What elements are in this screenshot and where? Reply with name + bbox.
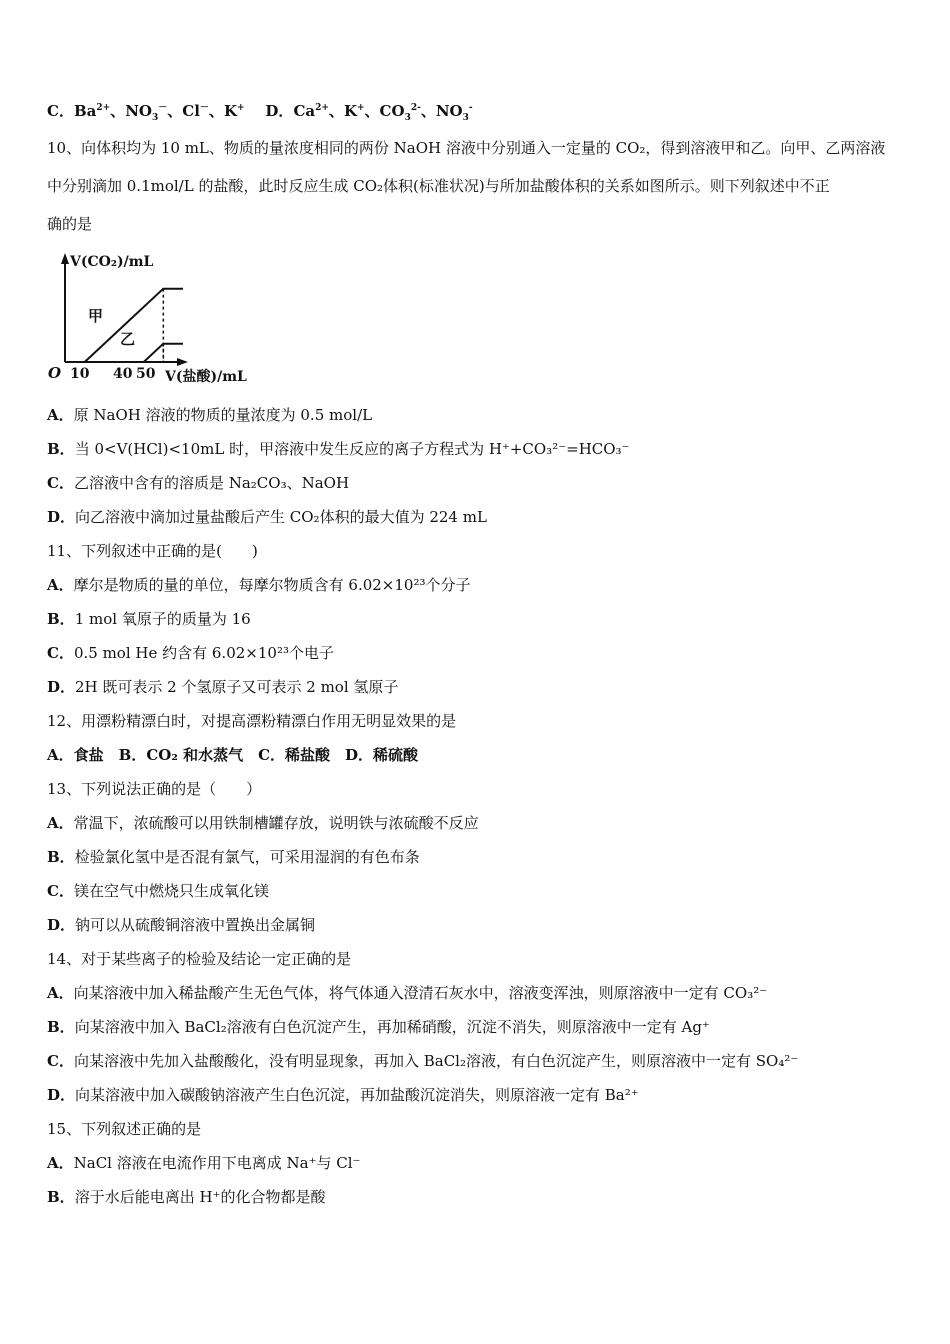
q15-option-a: A．NaCl 溶液在电流作用下电离成 Na⁺与 Cl⁻: [47, 1154, 361, 1172]
q13-option-b: B．检验氯化氢中是否混有氯气，可采用湿润的有色布条: [47, 848, 420, 866]
x-tick-label: 40: [113, 366, 133, 382]
q12-options: A．食盐 B．CO₂ 和水蒸气 C．稀盐酸 D．稀硫酸: [47, 746, 419, 764]
x-axis-label: V(盐酸)/mL: [165, 369, 247, 385]
q14-option-a: A．向某溶液中加入稀盐酸产生无色气体，将气体通入澄清石灰水中，溶液变浑浊，则原溶液中一定有 CO₃²⁻: [47, 984, 768, 1002]
co2-volume-graph: [40, 248, 260, 390]
q10-option-d: D．向乙溶液中滴加过量盐酸后产生 CO₂体积的最大值为 224 mL: [47, 508, 487, 526]
q13-option-c: C．镁在空气中燃烧只生成氧化镁: [47, 882, 269, 900]
q15-stem: 15、下列叙述正确的是: [47, 1120, 202, 1138]
q14-stem: 14、对于某些离子的检验及结论一定正确的是: [47, 950, 352, 968]
q13-stem: 13、下列说法正确的是（ ）: [47, 780, 262, 798]
q12-stem: 12、用漂粉精漂白时，对提高漂粉精漂白作用无明显效果的是: [47, 712, 457, 730]
x-axis-arrow: [177, 358, 188, 366]
x-tick-label: 10: [70, 366, 90, 382]
q10-option-a: A．原 NaOH 溶液的物质的量浓度为 0.5 mol/L: [47, 406, 373, 424]
q10-stem-line-3: 确的是: [47, 215, 93, 233]
series-line-jia: [65, 289, 183, 362]
q11-option-a: A．摩尔是物质的量的单位，每摩尔物质含有 6.02×10²³个分子: [47, 576, 471, 594]
q11-stem: 11、下列叙述中正确的是( ): [47, 542, 258, 560]
q10-option-b: B．当 0<V(HCl)<10mL 时，甲溶液中发生反应的离子方程式为 H⁺+CO₃²⁻=HCO₃⁻: [47, 440, 630, 458]
series-label-yi: 乙: [120, 330, 136, 348]
q14-option-b: B．向某溶液中加入 BaCl₂溶液有白色沉淀产生，再加稀硝酸，沉淀不消失，则原溶液中一定有 Ag⁺: [47, 1018, 710, 1036]
q13-option-d: D．钠可以从硫酸铜溶液中置换出金属铜: [47, 916, 316, 934]
q10-stem-line-2: 中分别滴加 0.1mol/L 的盐酸，此时反应生成 CO₂体积(标准状况)与所加盐酸体积的关系如图所示。则下列叙述中不正: [47, 177, 830, 195]
q10-stem-line-1: 10、向体积均为 10 mL、物质的量浓度相同的两份 NaOH 溶液中分别通入一定量的 CO₂，得到溶液甲和乙。向甲、乙两溶液: [47, 139, 886, 157]
q13-option-a: A．常温下，浓硫酸可以用铁制槽罐存放，说明铁与浓硫酸不反应: [47, 814, 479, 832]
x-tick-label: 50: [136, 366, 156, 382]
q10-option-c: C．乙溶液中含有的溶质是 Na₂CO₃、NaOH: [47, 474, 350, 492]
q11-option-d: D．2H 既可表示 2 个氢原子又可表示 2 mol 氢原子: [47, 678, 399, 696]
q14-option-c: C．向某溶液中先加入盐酸酸化，没有明显现象，再加入 BaCl₂溶液，有白色沉淀产生，则原溶液中一定有 SO₄²⁻: [47, 1052, 799, 1070]
q11-option-c: C．0.5 mol He 约含有 6.02×10²³个电子: [47, 644, 334, 662]
q14-option-d: D．向某溶液中加入碳酸钠溶液产生白色沉淀，再加盐酸沉淀消失，则原溶液一定有 Ba²⁺: [47, 1086, 639, 1104]
series-label-jia: 甲: [88, 307, 104, 325]
q11-option-b: B．1 mol 氧原子的质量为 16: [47, 610, 251, 628]
y-axis-label: V(CO₂)/mL: [70, 254, 154, 270]
origin-label: O: [48, 364, 62, 382]
y-axis-arrow: [61, 253, 69, 264]
q9-options-line: C．$Ba^{2+}$、$NO_3^-$、Cl－、K+ D．$Ca^{2+}$、K+、$CO_3^{2-}$、$NO_3^-$: [47, 102, 473, 123]
q15-option-b: B．溶于水后能电离出 H⁺的化合物都是酸: [47, 1188, 326, 1206]
